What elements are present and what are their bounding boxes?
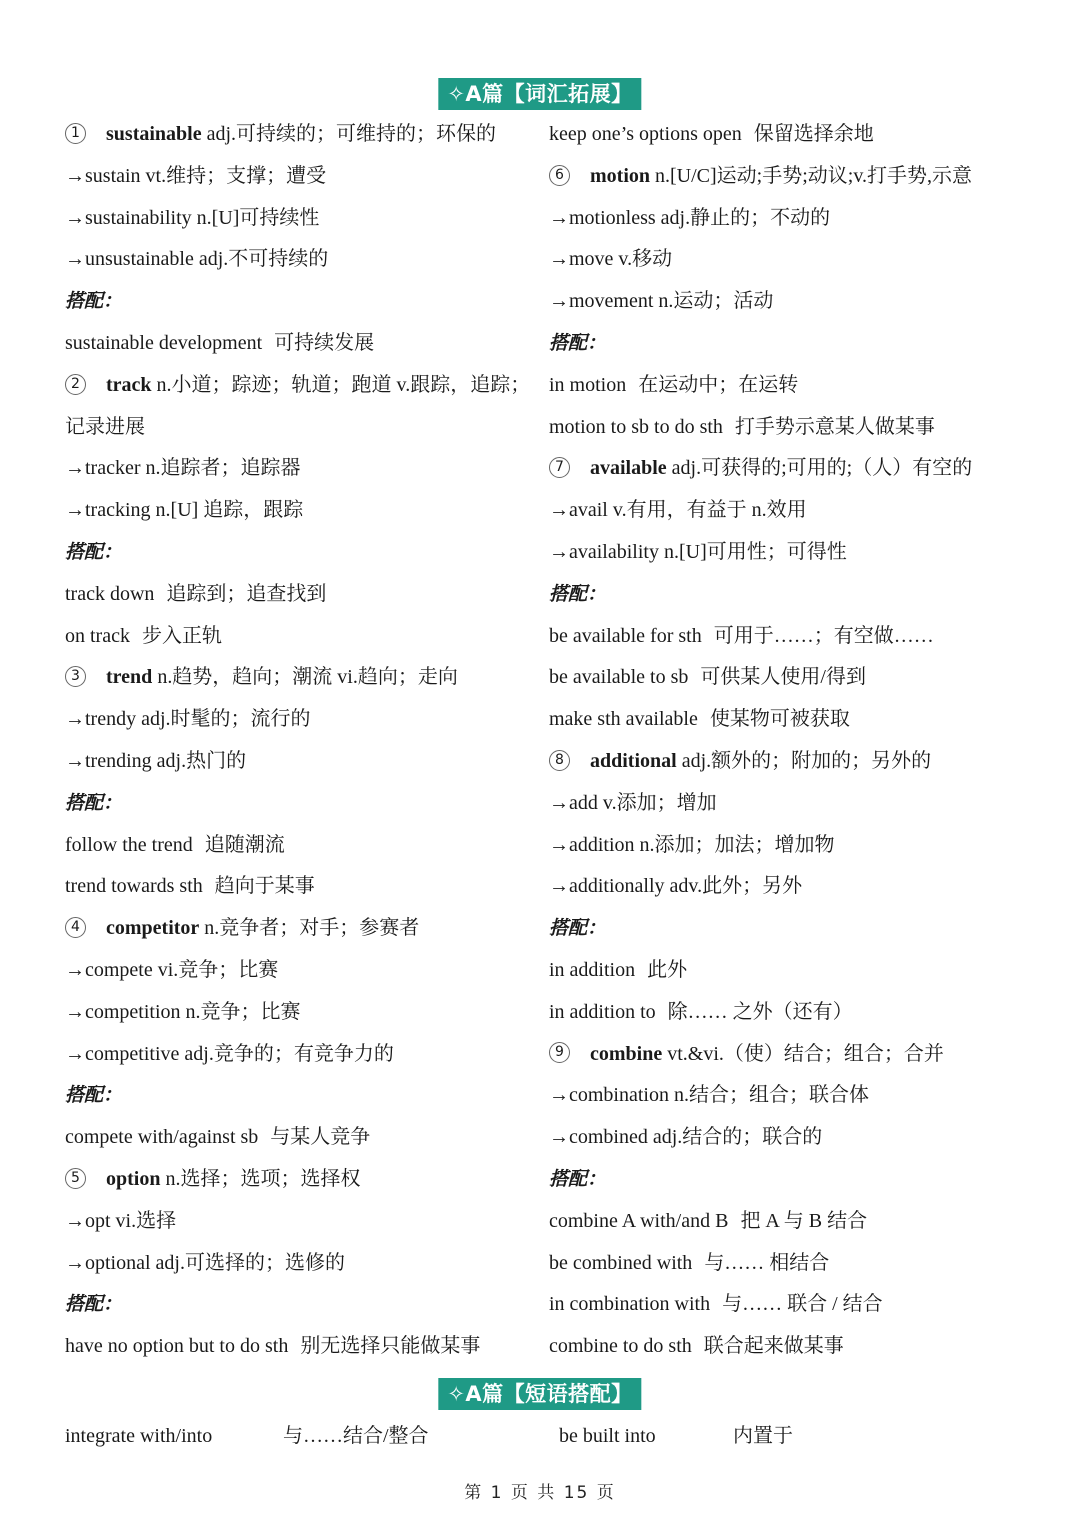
headword: available <box>590 457 667 480</box>
derivative: →availability n.[U]可用性；可得性 <box>549 540 847 563</box>
collocation-en: sustainable development <box>65 331 263 354</box>
collocation <box>549 114 1019 156</box>
derivative: →add v.添加；增加 <box>549 791 717 814</box>
collocation-en: combine A with/and B <box>549 1209 729 1232</box>
headword: track <box>106 373 152 396</box>
collocation <box>549 407 1019 449</box>
collocation <box>549 1284 1019 1326</box>
collocation-label: 搭配： <box>65 290 123 313</box>
collocation-en: be available to sb <box>549 666 689 689</box>
collocation-en: motion to sb to do sth <box>549 415 723 438</box>
entry-number: 1 <box>65 123 86 144</box>
derivative: →combination n.结合；组合；联合体 <box>549 1084 869 1107</box>
definition: n.竞争者；对手；参赛者 <box>199 917 420 940</box>
derivative: →avail v.有用，有益于 n.效用 <box>549 499 807 522</box>
entry-option <box>65 1159 535 1201</box>
collocation-en: follow the trend <box>65 833 193 856</box>
collocation <box>65 866 535 908</box>
collocation-en: trend towards sth <box>65 875 203 898</box>
collocation <box>549 1201 1019 1243</box>
collocation-label: 搭配： <box>65 1293 123 1316</box>
collocation-cn: 追踪到；追查找到 <box>166 582 327 605</box>
collocation-cn: 与…… 联合 / 结合 <box>722 1293 883 1316</box>
entry-competitor <box>65 908 535 950</box>
derivative: →opt vi.选择 <box>65 1209 177 1232</box>
derivative: →competitive adj.竞争的；有竞争力的 <box>65 1042 394 1065</box>
derivative: →addition n.添加；加法；增加物 <box>549 833 835 856</box>
collocation <box>65 323 535 365</box>
collocation <box>549 657 1019 699</box>
collocation <box>549 365 1019 407</box>
entry-trend <box>65 657 535 699</box>
collocation <box>65 1326 535 1368</box>
headword: additional <box>590 749 677 772</box>
collocation-en: combine to do sth <box>549 1335 692 1358</box>
derivative: →sustainability n.[U]可持续性 <box>65 206 320 229</box>
derivative: →sustain vt.维持；支撑；遭受 <box>65 164 327 187</box>
derivative: →motionless adj.静止的；不动的 <box>549 206 831 229</box>
collocation-label: 搭配： <box>549 1167 607 1190</box>
collocation-cn: 可用于……；有空做…… <box>713 624 934 647</box>
phrase-cn: 与……结合/整合 <box>283 1425 429 1447</box>
collocation-label: 搭配： <box>549 582 607 605</box>
headword: competitor <box>106 917 200 940</box>
collocation-en: be combined with <box>549 1251 693 1274</box>
collocation-cn: 打手势示意某人做某事 <box>734 415 935 438</box>
entry-number: 5 <box>65 1168 86 1189</box>
collocation-cn: 与某人竞争 <box>270 1126 371 1149</box>
collocation-cn: 此外 <box>647 958 688 981</box>
collocation-cn: 与…… 相结合 <box>704 1251 830 1274</box>
derivative: →optional adj.可选择的；选修的 <box>65 1251 345 1274</box>
collocation-en: on track <box>65 624 130 647</box>
entry-number: 7 <box>549 457 570 478</box>
collocation-en: in addition to <box>549 1000 656 1023</box>
phrase-cn: 内置于 <box>733 1425 793 1447</box>
left-column <box>65 114 535 1368</box>
collocation-label: 搭配： <box>65 791 123 814</box>
collocation <box>65 825 535 867</box>
collocation-cn: 使某物可被获取 <box>709 708 850 731</box>
section-title-vocab: ✧A篇【词汇拓展】 <box>438 78 641 110</box>
definition: n.趋势，趋向；潮流 vi.趋向；走向 <box>152 666 458 689</box>
definition: vt.&vi.（使）结合；组合；合并 <box>662 1042 944 1065</box>
collocation-en: track down <box>65 582 155 605</box>
entry-number: 6 <box>549 165 570 186</box>
collocation-cn: 追随潮流 <box>204 833 285 856</box>
headword: trend <box>106 666 153 689</box>
derivative: →move v.移动 <box>549 248 673 271</box>
entry-number: 9 <box>549 1042 570 1063</box>
collocation-en: make sth available <box>549 708 698 731</box>
collocation-en: in motion <box>549 373 627 396</box>
derivative: →competition n.竞争；比赛 <box>65 1000 301 1023</box>
definition: n.选择；选项；选择权 <box>160 1167 361 1190</box>
collocation <box>65 616 535 658</box>
entry-motion <box>549 156 1019 198</box>
collocation-en: in addition <box>549 958 636 981</box>
entry-available <box>549 448 1019 490</box>
entry-sustainable <box>65 114 535 156</box>
collocation <box>549 992 1019 1034</box>
collocation <box>65 1117 535 1159</box>
derivative: →unsustainable adj.不可持续的 <box>65 248 329 271</box>
entry-number: 3 <box>65 666 86 687</box>
collocation-en: keep one’s options open <box>549 123 742 145</box>
definition: adj.可获得的;可用的;（人）有空的 <box>666 457 973 480</box>
collocation-cn: 联合起来做某事 <box>703 1335 844 1358</box>
collocation-label: 搭配： <box>65 1084 123 1107</box>
headword: combine <box>590 1042 663 1065</box>
definition: n.[U/C]运动;手势;动议;v.打手势,示意 <box>650 164 973 187</box>
derivative: →tracking n.[U] 追踪，跟踪 <box>65 499 304 522</box>
collocation <box>549 616 1019 658</box>
page-footer: 第 1 页 共 15 页 <box>464 1483 616 1503</box>
entry-additional <box>549 741 1019 783</box>
collocation-en: compete with/against sb <box>65 1126 259 1149</box>
collocation-en: in combination with <box>549 1293 711 1316</box>
collocation-cn: 步入正轨 <box>141 624 222 647</box>
derivative: →compete vi.竞争；比赛 <box>65 958 279 981</box>
derivative: →trending adj.热门的 <box>65 749 247 772</box>
collocation-cn: 把 A 与 B 结合 <box>740 1209 868 1232</box>
entry-track <box>65 365 531 449</box>
collocation-en: have no option but to do sth <box>65 1335 289 1358</box>
entry-number: 2 <box>65 374 86 395</box>
derivative: →combined adj.结合的；联合的 <box>549 1126 823 1149</box>
collocation-cn: 除…… 之外（还有） <box>667 1000 853 1023</box>
entry-number: 4 <box>65 917 86 938</box>
definition: n.小道；踪迹；轨道；跑道 v.跟踪，追踪；记录进展 <box>65 373 531 438</box>
entry-number: 8 <box>549 750 570 771</box>
collocation-cn: 趋向于某事 <box>214 875 315 898</box>
collocation-en: be available for sth <box>549 624 702 647</box>
collocation <box>549 1326 1019 1368</box>
collocation-cn: 可持续发展 <box>274 331 375 354</box>
entry-combine <box>549 1034 1019 1076</box>
collocation-label: 搭配： <box>549 331 607 354</box>
collocation-cn: 保留选择余地 <box>753 123 874 145</box>
collocation <box>549 1243 1019 1285</box>
phrase-en: be built into <box>559 1425 656 1447</box>
collocation <box>549 699 1019 741</box>
phrase-en: integrate with/into <box>65 1425 213 1447</box>
derivative: →tracker n.追踪者；追踪器 <box>65 457 301 480</box>
collocation <box>65 574 535 616</box>
derivative: →additionally adv.此外；另外 <box>549 875 803 898</box>
derivative: →movement n.运动；活动 <box>549 290 774 313</box>
section-title-phrases: ✧A篇【短语搭配】 <box>438 1378 641 1410</box>
definition: adj.可持续的；可维持的；环保的 <box>201 123 497 145</box>
right-column <box>549 114 1019 1368</box>
derivative: →trendy adj.时髦的；流行的 <box>65 708 311 731</box>
collocation-label: 搭配： <box>549 917 607 940</box>
headword: option <box>106 1167 161 1190</box>
collocation-cn: 在运动中；在运转 <box>638 373 799 396</box>
collocation-label: 搭配： <box>65 540 123 563</box>
collocation-cn: 别无选择只能做某事 <box>300 1335 481 1358</box>
headword: motion <box>590 164 650 187</box>
collocation <box>549 950 1019 992</box>
collocation-cn: 可供某人使用/得到 <box>700 666 866 689</box>
phrase-row <box>65 1415 1025 1457</box>
headword: sustainable <box>106 123 202 145</box>
definition: adj.额外的；附加的；另外的 <box>676 749 932 772</box>
